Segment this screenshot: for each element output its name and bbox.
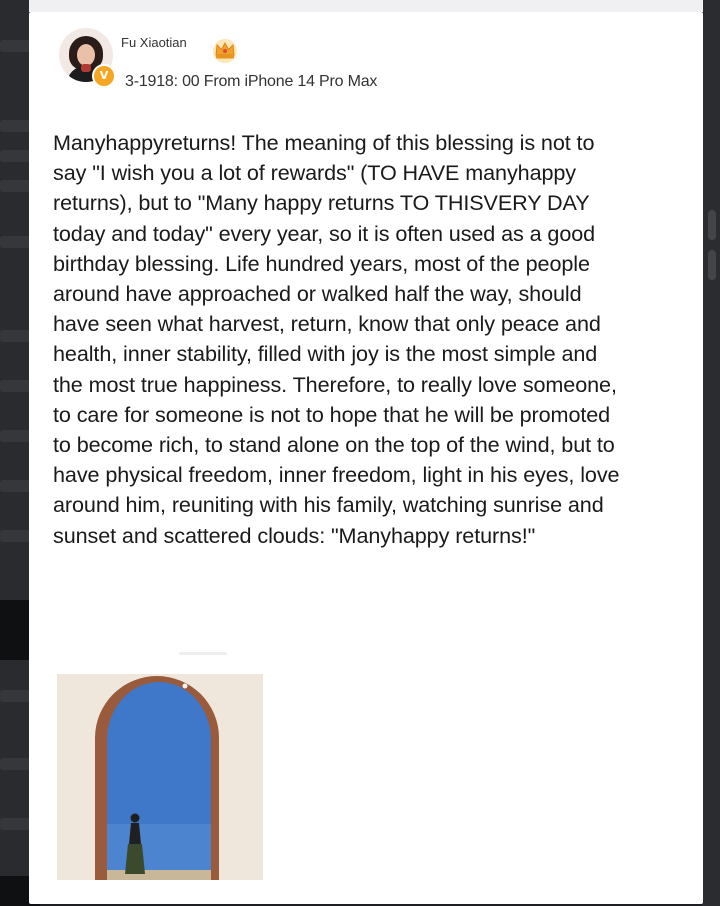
post-meta-time-device: 3-1918: 00 From iPhone 14 Pro Max [125, 73, 378, 90]
post-body-line: to care for someone is not to hope that he will be promoted [53, 401, 611, 427]
post-card [29, 12, 703, 904]
post-body-line: to become rich, to stand alone on the top of the wind, but to [53, 432, 615, 458]
post-body-text [53, 128, 685, 551]
avatar-face [77, 44, 95, 66]
post-body-line: around him, reuniting with his family, watching sunrise and [53, 492, 604, 518]
post-body-line: say "I wish you a lot of rewards" (TO HAVE manyhappy [53, 160, 576, 186]
crown-icon[interactable] [211, 37, 239, 63]
verified-badge-icon: V [92, 64, 116, 88]
post-body-line: around have approached or walked half the way, should [53, 281, 582, 307]
card-top-strip [29, 0, 703, 12]
post-body-line: the most true happiness. Therefore, to really love someone, [53, 371, 617, 397]
post-body-line: today and today" every year, so it is often used as a good [53, 220, 596, 246]
background-app-edge [702, 0, 720, 906]
post-body-line: have physical freedom, inner freedom, light in his eyes, love [53, 462, 620, 488]
background-blur-chip [708, 250, 716, 280]
post-body-line: have seen what harvest, return, know that only peace and [53, 311, 601, 337]
post-body-line: birthday blessing. Life hundred years, most of the people [53, 250, 590, 276]
background-blur-chip [708, 210, 716, 240]
post-body-line: sunset and scattered clouds: "Manyhappy returns!" [53, 522, 536, 548]
post-photo-arch[interactable] [57, 674, 263, 880]
post-body-line: health, inner stability, filled with joy is the most simple and [53, 341, 598, 367]
post-body-line: returns), but to "Many happy returns TO THISVERY DAY [53, 190, 590, 216]
faint-divider [179, 652, 227, 655]
avatar-scarf [81, 64, 91, 72]
post-body-line: Manyhappyreturns! The meaning of this blessing is not to [53, 130, 595, 155]
post-username[interactable]: Fu Xiaotian [121, 35, 187, 50]
